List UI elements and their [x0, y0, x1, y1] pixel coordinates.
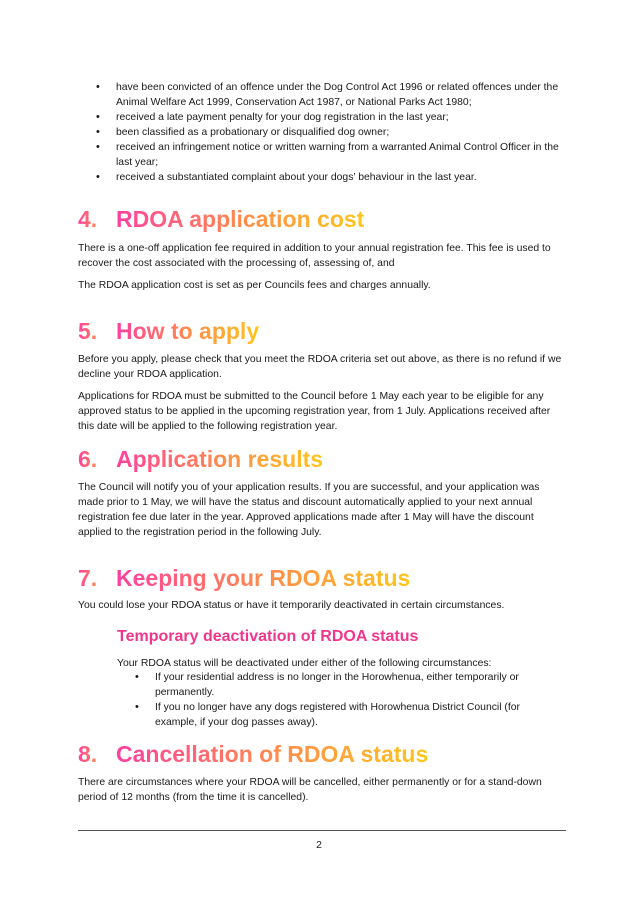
section-4-heading — [78, 205, 364, 233]
footer-divider — [78, 830, 566, 831]
section-title: How to apply — [116, 318, 260, 344]
section-4-body — [78, 241, 563, 293]
section-number: 7. — [78, 564, 116, 592]
section-number: 6. — [78, 445, 116, 473]
section-5-heading — [78, 317, 259, 345]
subsection-heading: Temporary deactivation of RDOA status — [117, 628, 419, 645]
list-item: • received a late payment penalty for your dog registration in the last year; — [116, 110, 566, 125]
criteria-list — [116, 80, 566, 185]
paragraph: There is a one-off application fee required in addition to your annual registration fee. This fee is used to recover the cost associated with the processing of, assessing of, and — [78, 243, 551, 269]
section-title: Application results — [116, 446, 324, 472]
paragraph: The RDOA application cost is set as per Councils fees and charges annually. — [78, 280, 431, 291]
section-5-body — [78, 352, 563, 434]
page-number: 2 — [316, 840, 322, 851]
section-8-heading — [78, 740, 428, 768]
list-item: • been classified as a probationary or disqualified dog owner; — [116, 125, 566, 140]
section-6-body — [78, 480, 563, 540]
section-number: 4. — [78, 205, 116, 233]
list-item: • If you no longer have any dogs registered with Horowhenua District Council (for example, if your dog passes away). — [155, 700, 555, 730]
list-item: • received a substantiated complaint about your dogs’ behaviour in the last year. — [116, 170, 566, 185]
section-7-heading — [78, 564, 410, 592]
section-title: Cancellation of RDOA status — [116, 741, 429, 767]
section-6-heading — [78, 445, 323, 473]
paragraph: You could lose your RDOA status or have it temporarily deactivated in certain circumstances. — [78, 600, 505, 611]
paragraph: There are circumstances where your RDOA will be cancelled, either permanently or for a stand-down period of 12 months (from the time it is cancelled). — [78, 777, 542, 803]
list-item: • If your residential address is no longer in the Horowhenua, either temporarily or permanently. — [155, 670, 555, 700]
section-7-body — [78, 598, 563, 613]
section-8-body — [78, 775, 563, 805]
subsection-body — [117, 656, 563, 671]
section-title: Keeping your RDOA status — [116, 565, 411, 591]
paragraph: Before you apply, please check that you meet the RDOA criteria set out above, as there is no refund if we decline your RDOA application. — [78, 354, 562, 380]
paragraph: Applications for RDOA must be submitted to the Council before 1 May each year to be eligible for any approved status to be applied in the upcoming registration year, from 1 July. Applications received after this date will be applied to the following registration year. — [78, 391, 551, 432]
section-number: 5. — [78, 317, 116, 345]
deactivation-list — [155, 670, 555, 730]
list-item: • received an infringement notice or written warning from a warranted Animal Control Officer in the last year; — [116, 140, 566, 170]
section-title: RDOA application cost — [116, 206, 365, 232]
paragraph: Your RDOA status will be deactivated under either of the following circumstances: — [117, 658, 492, 669]
list-item: • have been convicted of an offence under the Dog Control Act 1996 or related offences under the Animal Welfare Act 1999, Conservation Act 1987, or National Parks Act 1980; — [116, 80, 566, 110]
section-number: 8. — [78, 740, 116, 768]
paragraph: The Council will notify you of your application results. If you are successful, and your application was made prior to 1 May, we will have the status and discount automatically applied to your next annual registration fee due later in the year. Approved applications made after 1 May will have the discount applied to the registration period in the following July. — [78, 482, 540, 538]
